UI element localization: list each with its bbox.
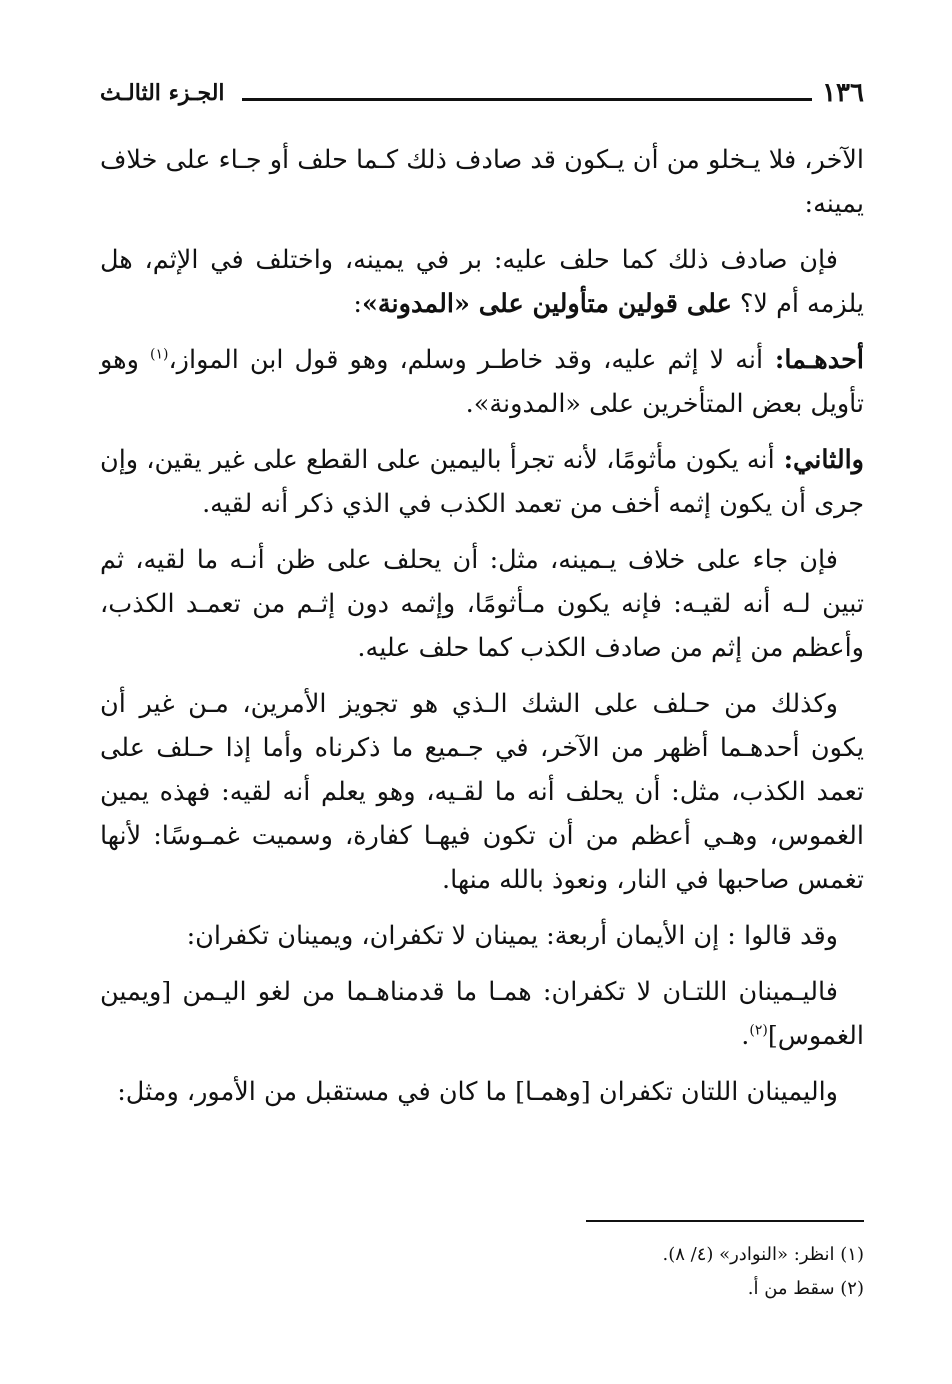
- footnote-ref-2: (٢): [749, 1022, 768, 1039]
- footnote-2: (٢) سقط من أ.: [747, 1278, 864, 1299]
- paragraph-4-text: أنه يكون مأثومًا، لأنه تجرأ باليمين على القطع على غير يقين، وإن جرى أن يكون إثمه أخف من تعمد الكذب في الذي ذكر أنه لقيه.: [100, 445, 864, 519]
- running-head: [100, 68, 864, 112]
- footnotes: [100, 1238, 864, 1306]
- header-rule: [242, 98, 812, 101]
- paragraph-1-text: الآخر، فلا يـخلو من أن يـكون قد صادف ذلك كـما حلف أو جـاء على خلاف يمينه:: [100, 145, 864, 219]
- page-number: ١٣٦: [822, 78, 864, 108]
- paragraph-3-text: أنه لا إثم عليه، وقد خاطـر وسلم، وهو قول ابن المواز،: [168, 345, 764, 375]
- footnote-1: (١) انظر: «النوادر» (٤/ ٨).: [662, 1244, 864, 1265]
- paragraph-9: [100, 1070, 864, 1114]
- running-title: الجـزء الثالـث: [100, 80, 225, 106]
- paragraph-9-text: واليمينان اللتان تكفران [وهمـا] ما كان في مستقبل من الأمور، ومثل:: [117, 1077, 838, 1107]
- paragraph-6-text: وكذلك من حـلف على الشك الـذي هو تجويز الأمرين، مـن غير أن يكون أحدهـما أظهر من الآخر، في جـميع ما ذكرناه وأما إذا حـلف على تعمد الكذب، مثل: أن يحلف أنه ما لقـيه، وهو يعلم أنه لقيه: فهذه يمين الغموس، وهـي أعظم من أن تكون فيهـا كفارة، وسميت غمـوسًا: لأنها تغمس صاحبها في النار، ونعوذ بالله منها.: [100, 689, 864, 895]
- paragraph-8-tail: .: [741, 1021, 750, 1051]
- paragraph-4: [100, 438, 864, 526]
- paragraph-5: [100, 538, 864, 670]
- paragraph-7: [100, 914, 864, 958]
- paragraph-8: [100, 970, 864, 1058]
- paragraph-1: [100, 138, 864, 226]
- book-page: [100, 68, 864, 1358]
- paragraph-3: [100, 338, 864, 426]
- paragraph-6: [100, 682, 864, 902]
- paragraph-3-tail: وهو تأويل بعض المتأخرين على «المدونة».: [100, 345, 864, 419]
- paragraph-2-text: فإن صادف ذلك كما حلف عليه: بر في يمينه، واختلف في الإثم، هل يلزمه أم لا؟: [100, 245, 864, 319]
- footnote-ref-1: (١): [149, 346, 169, 363]
- body-text: [100, 138, 864, 1114]
- paragraph-2-colon: :: [353, 289, 362, 319]
- paragraph-3-lead: أحدهـما:: [763, 345, 864, 375]
- paragraph-7-text: وقد قالوا : إن الأيمان أربعة: يمينان لا تكفران، ويمينان تكفران:: [186, 921, 838, 951]
- paragraph-2-bold-phrase: على قولين متأولين على «المدونة»: [361, 289, 732, 319]
- paragraph-5-text: فإن جاء على خلاف يـمينه، مثل: أن يحلف على ظن أنـه ما لقيه، ثم تبين لـه أنه لقيـه: فإنه يكون مـأثومًا، وإثمه دون إثـم من تعمـد الكذب، وأعظم من إثم من صادف الكذب كما حلف عليه.: [100, 545, 864, 663]
- paragraph-2: [100, 238, 864, 326]
- footnote-rule: [586, 1220, 864, 1222]
- paragraph-8-text: فاليـمينان اللتـان لا تكفران: همـا ما قدمناهـما من لغو اليـمن [ويمين الغموس]: [100, 977, 864, 1051]
- paragraph-4-lead: والثاني:: [774, 445, 864, 475]
